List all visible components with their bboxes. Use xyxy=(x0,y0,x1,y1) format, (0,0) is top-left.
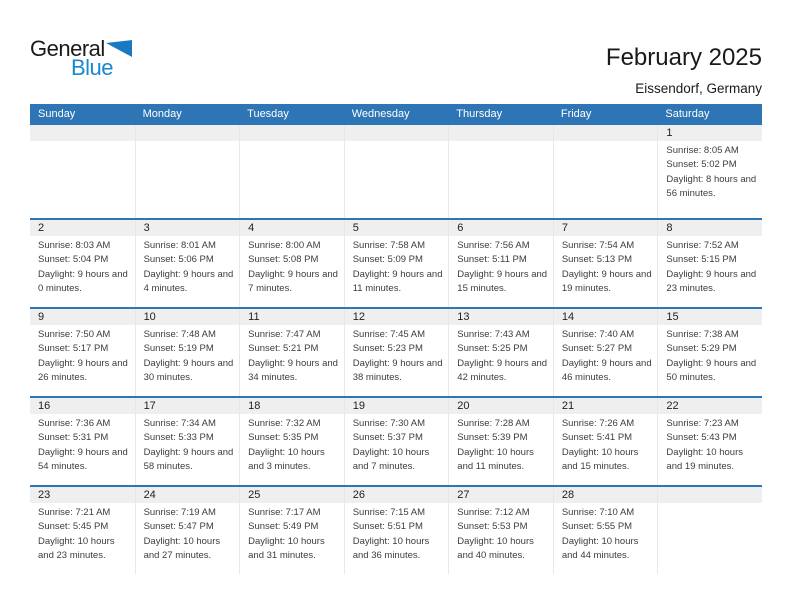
calendar-cell xyxy=(30,487,135,574)
sunset-text: Sunset: 5:29 PM xyxy=(666,343,737,355)
day-info xyxy=(449,503,553,563)
weekday-label: Saturday xyxy=(665,108,710,120)
daylight-text: Daylight: 9 hours and 11 minutes. xyxy=(352,268,443,294)
sunset-text: Sunset: 5:47 PM xyxy=(143,521,214,533)
sunset-text: Sunset: 5:33 PM xyxy=(143,432,214,444)
daylight-text: Daylight: 9 hours and 30 minutes. xyxy=(143,357,234,383)
day-number xyxy=(345,125,449,141)
calendar-cell-empty xyxy=(553,125,658,218)
calendar-cell xyxy=(553,487,658,574)
day-number: 17 xyxy=(136,398,240,414)
day-number: 21 xyxy=(554,398,658,414)
calendar-cell xyxy=(344,398,449,485)
day-info xyxy=(136,414,240,474)
sunrise-text: Sunrise: 7:47 AM xyxy=(248,329,321,340)
sunrise-text: Sunrise: 7:19 AM xyxy=(143,507,216,518)
sunrise-text: Sunrise: 7:28 AM xyxy=(457,418,530,429)
sunset-text: Sunset: 5:43 PM xyxy=(666,432,737,444)
weekday-label: Sunday xyxy=(38,108,76,120)
sunrise-text: Sunrise: 7:43 AM xyxy=(457,329,530,340)
daylight-text: Daylight: 8 hours and 56 minutes. xyxy=(666,173,757,199)
day-info xyxy=(136,325,240,385)
daylight-text: Daylight: 10 hours and 15 minutes. xyxy=(561,446,639,472)
week-row xyxy=(30,125,762,218)
logo-text-blue: Blue xyxy=(71,55,114,80)
day-number: 12 xyxy=(345,309,449,325)
calendar-grid xyxy=(30,104,762,574)
calendar-cell xyxy=(657,398,762,485)
day-info xyxy=(554,503,658,563)
calendar-cell-empty xyxy=(344,125,449,218)
calendar-cell xyxy=(553,220,658,307)
calendar-cell xyxy=(239,220,344,307)
sunrise-text: Sunrise: 7:26 AM xyxy=(561,418,635,429)
day-number: 14 xyxy=(554,309,658,325)
day-number: 10 xyxy=(136,309,240,325)
calendar-cell xyxy=(135,398,240,485)
sunrise-text: Sunrise: 7:36 AM xyxy=(38,418,111,429)
daylight-text: Daylight: 10 hours and 7 minutes. xyxy=(352,446,430,472)
daylight-text: Daylight: 9 hours and 42 minutes. xyxy=(457,357,548,383)
sunset-text: Sunset: 5:04 PM xyxy=(38,254,109,266)
day-number: 23 xyxy=(30,487,135,503)
sunset-text: Sunset: 5:21 PM xyxy=(248,343,319,355)
calendar-cell xyxy=(344,487,449,574)
day-info xyxy=(345,325,449,385)
sunset-text: Sunset: 5:45 PM xyxy=(38,521,109,533)
logo-text-general: General xyxy=(30,36,105,61)
calendar-cell xyxy=(448,398,553,485)
daylight-text: Daylight: 10 hours and 3 minutes. xyxy=(248,446,325,472)
day-info xyxy=(554,325,658,385)
calendar-cell-empty xyxy=(30,125,135,218)
week-row xyxy=(30,218,762,307)
daylight-text: Daylight: 9 hours and 26 minutes. xyxy=(38,357,128,383)
calendar-cell-empty xyxy=(448,125,553,218)
sunset-text: Sunset: 5:51 PM xyxy=(352,521,423,533)
daylight-text: Daylight: 10 hours and 27 minutes. xyxy=(143,535,221,561)
sunrise-text: Sunrise: 8:01 AM xyxy=(143,240,216,251)
day-number: 24 xyxy=(136,487,240,503)
sunset-text: Sunset: 5:31 PM xyxy=(38,432,109,444)
sunset-text: Sunset: 5:09 PM xyxy=(352,254,423,266)
calendar-cell xyxy=(448,309,553,396)
sunset-text: Sunset: 5:11 PM xyxy=(457,254,527,266)
sunrise-text: Sunrise: 7:40 AM xyxy=(561,329,635,340)
sunset-text: Sunset: 5:06 PM xyxy=(143,254,214,266)
week-row xyxy=(30,396,762,485)
sunset-text: Sunset: 5:53 PM xyxy=(457,521,528,533)
general-blue-logo xyxy=(30,38,132,79)
sunset-text: Sunset: 5:19 PM xyxy=(143,343,214,355)
sunrise-text: Sunrise: 8:03 AM xyxy=(38,240,111,251)
day-info xyxy=(658,236,762,296)
day-number: 20 xyxy=(449,398,553,414)
day-info xyxy=(345,503,449,563)
week-row xyxy=(30,307,762,396)
calendar-cell xyxy=(657,220,762,307)
daylight-text: Daylight: 10 hours and 23 minutes. xyxy=(38,535,115,561)
day-number: 22 xyxy=(658,398,762,414)
daylight-text: Daylight: 9 hours and 46 minutes. xyxy=(561,357,652,383)
day-info xyxy=(554,414,658,474)
day-info xyxy=(30,414,135,474)
sunset-text: Sunset: 5:49 PM xyxy=(248,521,319,533)
daylight-text: Daylight: 9 hours and 54 minutes. xyxy=(38,446,128,472)
sunrise-text: Sunrise: 7:21 AM xyxy=(38,507,111,518)
day-info xyxy=(658,325,762,385)
sunrise-text: Sunrise: 7:34 AM xyxy=(143,418,216,429)
weekday-label: Thursday xyxy=(456,108,503,120)
calendar-cell xyxy=(239,309,344,396)
weekday-header-row xyxy=(30,104,762,125)
day-number: 16 xyxy=(30,398,135,414)
day-number: 6 xyxy=(449,220,553,236)
sunset-text: Sunset: 5:35 PM xyxy=(248,432,319,444)
weeks-container xyxy=(30,125,762,574)
day-number xyxy=(449,125,553,141)
daylight-text: Daylight: 9 hours and 38 minutes. xyxy=(352,357,443,383)
daylight-text: Daylight: 10 hours and 31 minutes. xyxy=(248,535,325,561)
sunrise-text: Sunrise: 7:12 AM xyxy=(457,507,530,518)
day-info xyxy=(658,414,762,474)
sunset-text: Sunset: 5:55 PM xyxy=(561,521,633,533)
day-number: 1 xyxy=(658,125,762,141)
day-info xyxy=(30,325,135,385)
day-info xyxy=(449,236,553,296)
calendar-cell xyxy=(30,220,135,307)
daylight-text: Daylight: 9 hours and 15 minutes. xyxy=(457,268,548,294)
page-header xyxy=(0,0,792,104)
day-number: 9 xyxy=(30,309,135,325)
weekday-label: Friday xyxy=(560,108,592,120)
calendar-cell xyxy=(239,398,344,485)
daylight-text: Daylight: 9 hours and 50 minutes. xyxy=(666,357,757,383)
day-number: 15 xyxy=(658,309,762,325)
sunrise-text: Sunrise: 7:32 AM xyxy=(248,418,321,429)
sunrise-text: Sunrise: 7:50 AM xyxy=(38,329,111,340)
daylight-text: Daylight: 10 hours and 36 minutes. xyxy=(352,535,430,561)
sunset-text: Sunset: 5:39 PM xyxy=(457,432,528,444)
day-number: 28 xyxy=(554,487,658,503)
sunrise-text: Sunrise: 8:05 AM xyxy=(666,145,739,156)
day-info xyxy=(240,503,344,563)
day-number: 7 xyxy=(554,220,658,236)
sunrise-text: Sunrise: 7:15 AM xyxy=(352,507,426,518)
calendar-cell xyxy=(448,220,553,307)
daylight-text: Daylight: 10 hours and 19 minutes. xyxy=(666,446,743,472)
daylight-text: Daylight: 9 hours and 7 minutes. xyxy=(248,268,338,294)
day-number: 25 xyxy=(240,487,344,503)
sunrise-text: Sunrise: 7:23 AM xyxy=(666,418,739,429)
day-number: 3 xyxy=(136,220,240,236)
sunset-text: Sunset: 5:17 PM xyxy=(38,343,109,355)
calendar-cell xyxy=(135,487,240,574)
calendar-cell-empty xyxy=(239,125,344,218)
calendar-cell xyxy=(30,309,135,396)
weekday-label: Wednesday xyxy=(351,108,410,120)
calendar-cell-empty xyxy=(135,125,240,218)
sunrise-text: Sunrise: 7:48 AM xyxy=(143,329,216,340)
day-number: 27 xyxy=(449,487,553,503)
sunset-text: Sunset: 5:41 PM xyxy=(561,432,633,444)
day-info xyxy=(658,141,762,201)
sunrise-text: Sunrise: 7:56 AM xyxy=(457,240,530,251)
sunset-text: Sunset: 5:25 PM xyxy=(457,343,528,355)
day-info xyxy=(240,236,344,296)
day-number xyxy=(658,487,762,503)
day-number: 11 xyxy=(240,309,344,325)
sunrise-text: Sunrise: 7:52 AM xyxy=(666,240,739,251)
sunrise-text: Sunrise: 7:10 AM xyxy=(561,507,635,518)
sunrise-text: Sunrise: 7:45 AM xyxy=(352,329,426,340)
day-info xyxy=(30,503,135,563)
day-info xyxy=(240,325,344,385)
sunrise-text: Sunrise: 7:54 AM xyxy=(561,240,635,251)
sunrise-text: Sunrise: 8:00 AM xyxy=(248,240,321,251)
calendar-cell xyxy=(344,220,449,307)
day-number xyxy=(30,125,135,141)
day-number: 8 xyxy=(658,220,762,236)
calendar-cell xyxy=(344,309,449,396)
calendar-cell xyxy=(448,487,553,574)
day-info xyxy=(345,236,449,296)
calendar-cell xyxy=(135,309,240,396)
sunrise-text: Sunrise: 7:38 AM xyxy=(666,329,739,340)
calendar-cell xyxy=(657,309,762,396)
sunset-text: Sunset: 5:13 PM xyxy=(561,254,633,266)
month-title: February 2025 xyxy=(605,44,762,71)
day-number: 26 xyxy=(345,487,449,503)
daylight-text: Daylight: 9 hours and 34 minutes. xyxy=(248,357,338,383)
sunset-text: Sunset: 5:02 PM xyxy=(666,159,737,171)
title-block xyxy=(606,44,762,96)
sunset-text: Sunset: 5:23 PM xyxy=(352,343,423,355)
daylight-text: Daylight: 10 hours and 44 minutes. xyxy=(561,535,639,561)
daylight-text: Daylight: 9 hours and 4 minutes. xyxy=(143,268,234,294)
daylight-text: Daylight: 9 hours and 23 minutes. xyxy=(666,268,757,294)
weekday-label: Monday xyxy=(142,108,182,120)
day-info xyxy=(136,236,240,296)
calendar-cell xyxy=(135,220,240,307)
day-info xyxy=(240,414,344,474)
weekday-label: Tuesday xyxy=(247,108,289,120)
day-info xyxy=(449,325,553,385)
calendar-cell xyxy=(239,487,344,574)
day-info xyxy=(136,503,240,563)
day-info xyxy=(449,414,553,474)
day-info xyxy=(554,236,658,296)
daylight-text: Daylight: 9 hours and 58 minutes. xyxy=(143,446,234,472)
day-number: 2 xyxy=(30,220,135,236)
day-number: 5 xyxy=(345,220,449,236)
day-number: 18 xyxy=(240,398,344,414)
day-number xyxy=(554,125,658,141)
day-number: 19 xyxy=(345,398,449,414)
sunrise-text: Sunrise: 7:30 AM xyxy=(352,418,426,429)
day-info xyxy=(30,236,135,296)
calendar-cell xyxy=(30,398,135,485)
daylight-text: Daylight: 9 hours and 19 minutes. xyxy=(561,268,652,294)
sunset-text: Sunset: 5:08 PM xyxy=(248,254,319,266)
day-number xyxy=(240,125,344,141)
sunset-text: Sunset: 5:37 PM xyxy=(352,432,423,444)
day-number xyxy=(136,125,240,141)
calendar-cell xyxy=(657,125,762,218)
location-subtitle: Eissendorf, Germany xyxy=(635,81,762,96)
day-number: 13 xyxy=(449,309,553,325)
calendar-cell xyxy=(553,309,658,396)
daylight-text: Daylight: 10 hours and 11 minutes. xyxy=(457,446,534,472)
sunrise-text: Sunrise: 7:58 AM xyxy=(352,240,426,251)
calendar-cell-empty xyxy=(657,487,762,574)
calendar-cell xyxy=(553,398,658,485)
week-row xyxy=(30,485,762,574)
sunrise-text: Sunrise: 7:17 AM xyxy=(248,507,321,518)
day-info xyxy=(345,414,449,474)
daylight-text: Daylight: 9 hours and 0 minutes. xyxy=(38,268,128,294)
sunset-text: Sunset: 5:27 PM xyxy=(561,343,633,355)
daylight-text: Daylight: 10 hours and 40 minutes. xyxy=(457,535,534,561)
day-number: 4 xyxy=(240,220,344,236)
sunset-text: Sunset: 5:15 PM xyxy=(666,254,737,266)
